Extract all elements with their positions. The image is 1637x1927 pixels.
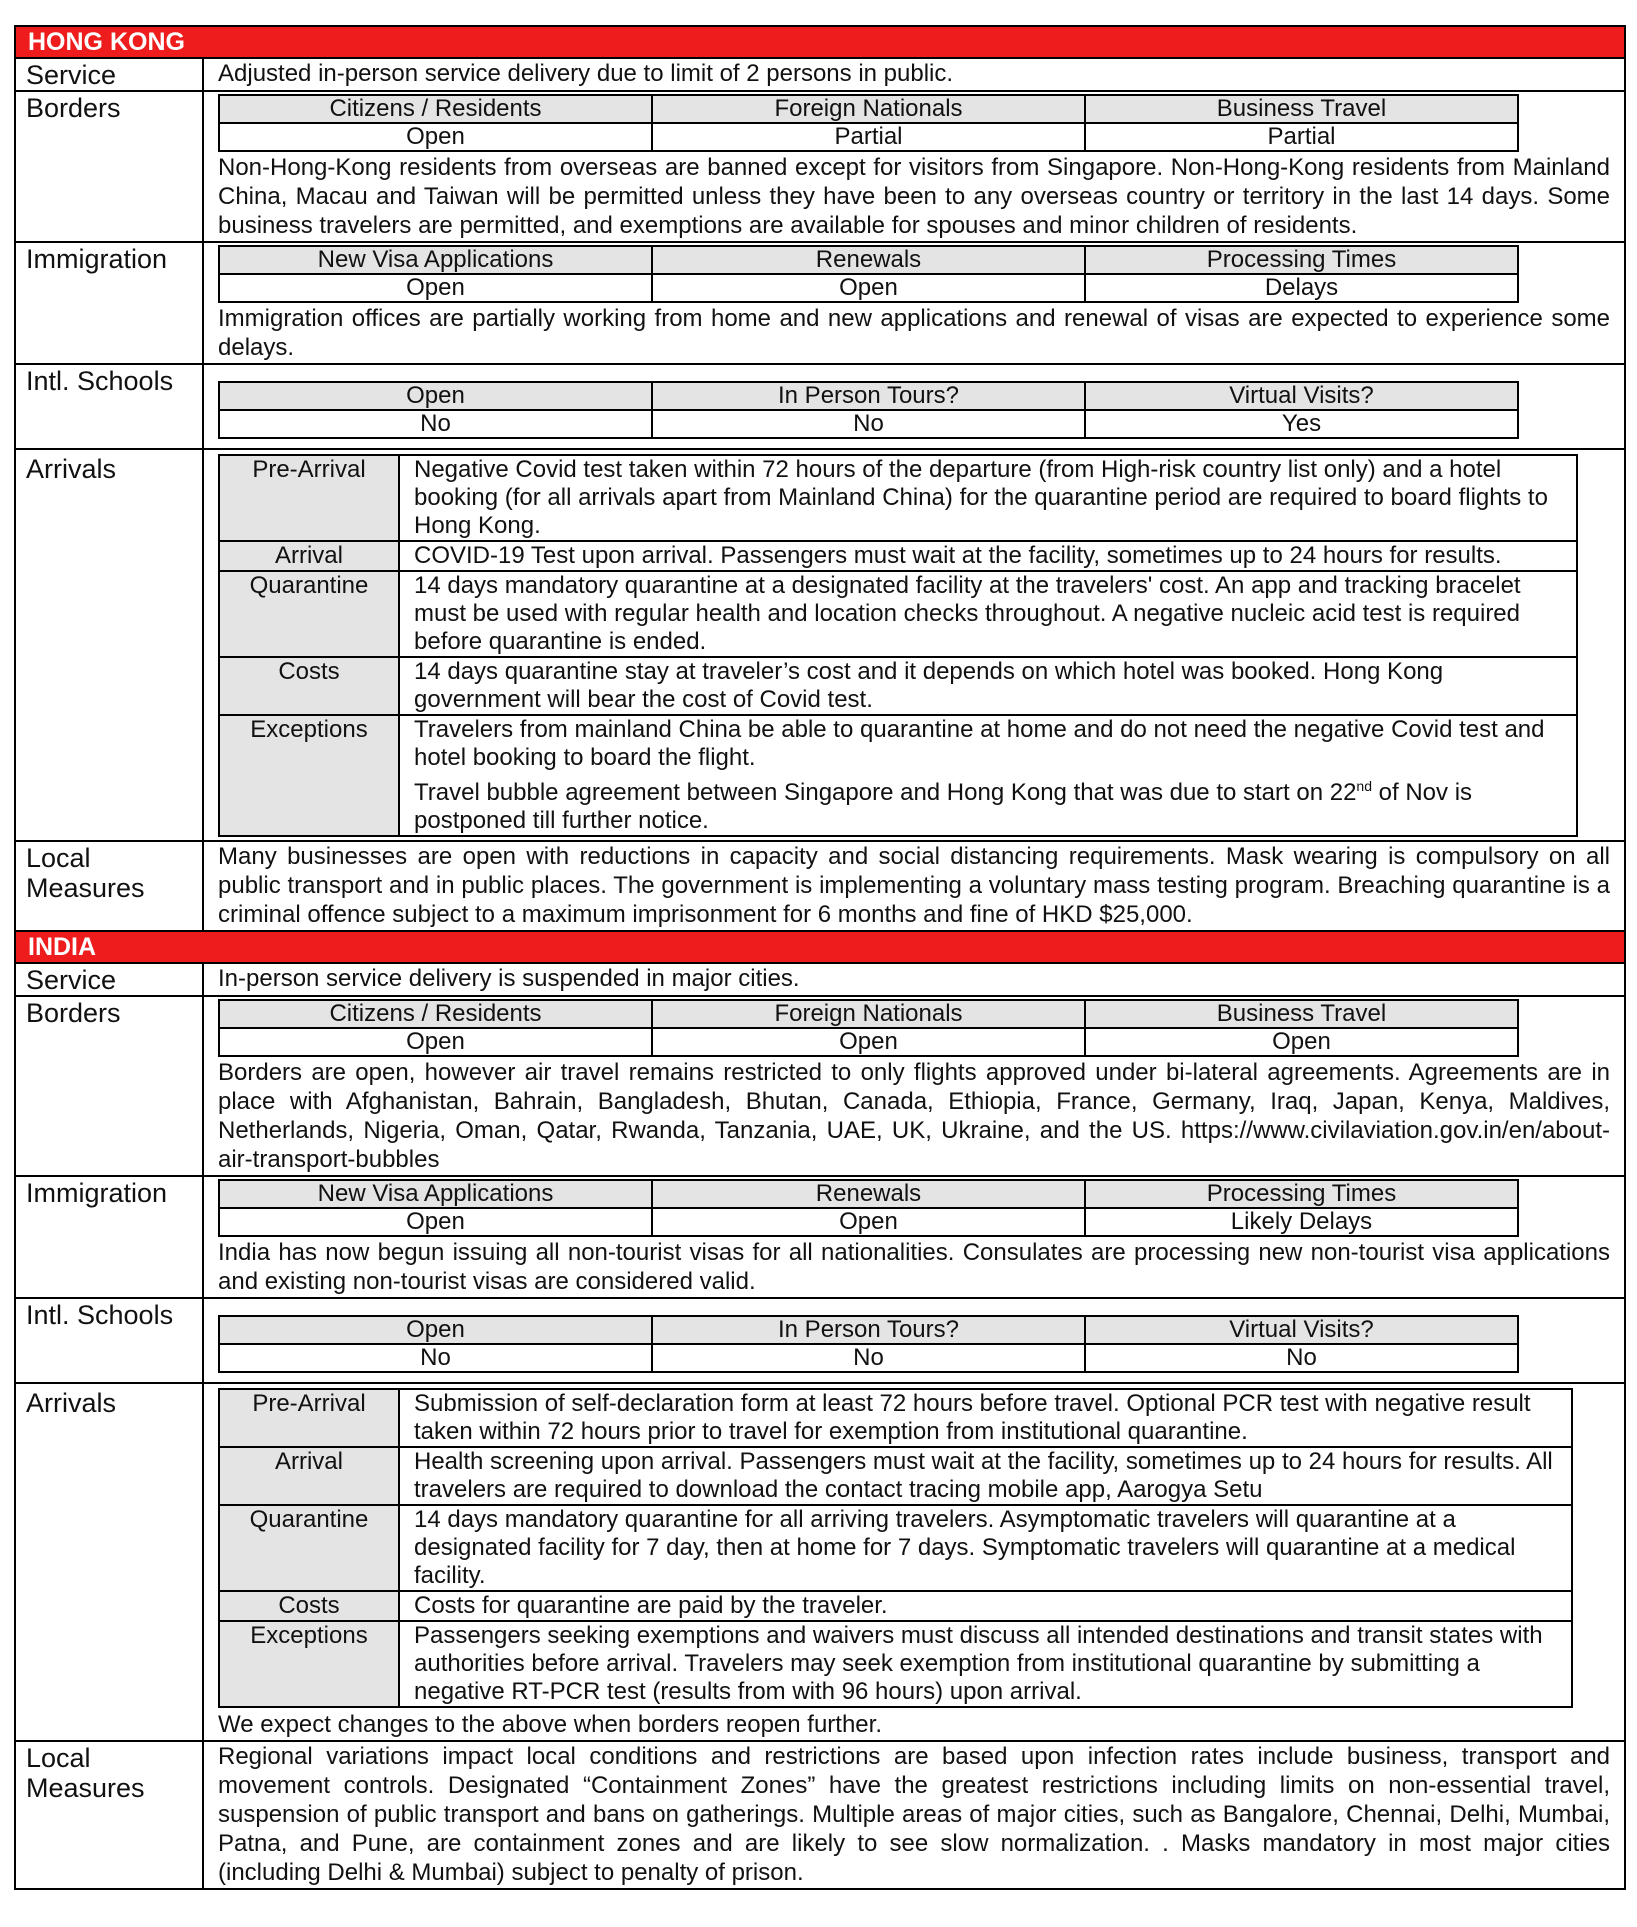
schools-row — [15, 1298, 1625, 1383]
status-header: Foreign Nationals — [652, 95, 1085, 123]
status-header: Processing Times — [1085, 1180, 1518, 1208]
arrivals-item-text: Passengers seeking exemptions and waivers must discuss all intended destinations and transit states with authorities before arrival. Travelers may seek exemption from institutional quarantine by submitting a negative RT-PCR test (results from with 96 hours) upon arrival. — [399, 1621, 1572, 1707]
status-header: Virtual Visits? — [1085, 1316, 1518, 1344]
row-label: Service — [15, 963, 203, 996]
status-value: Partial — [652, 123, 1085, 151]
section-title: INDIA — [15, 931, 1625, 963]
status-value: Likely Delays — [1085, 1208, 1518, 1236]
row-label: Immigration — [15, 1176, 203, 1298]
schools-status-table — [218, 1315, 1519, 1373]
borders-status-table — [218, 94, 1519, 152]
status-value: Open — [219, 1028, 652, 1056]
country-status-page — [14, 25, 1624, 1890]
status-value: No — [219, 410, 652, 438]
ordinal-suffix: nd — [1356, 778, 1372, 794]
arrivals-item-label: Arrival — [219, 541, 399, 571]
arrivals-row — [15, 449, 1625, 841]
status-header: Business Travel — [1085, 1000, 1518, 1028]
status-header: Business Travel — [1085, 95, 1518, 123]
row-label-line: Local — [26, 1743, 91, 1773]
arrivals-item — [219, 455, 1577, 541]
arrivals-item-text: Negative Covid test taken within 72 hours of the departure (from High-risk country list only) and a hotel booking (for all arrivals apart from Mainland China) for the quarantine period are required to board flights to Hong Kong. — [399, 455, 1577, 541]
borders-row — [15, 91, 1625, 242]
arrivals-item-label: Quarantine — [219, 1505, 399, 1591]
row-label: Service — [15, 58, 203, 91]
arrivals-item-text: Health screening upon arrival. Passengers must wait at the facility, sometimes up to 24 hours for results. All travelers are required to download the contact tracing mobile app, Aarogya Setu — [399, 1447, 1572, 1505]
travel-bubble-note — [414, 772, 1566, 835]
status-header: In Person Tours? — [652, 1316, 1085, 1344]
section-header-row — [15, 931, 1625, 963]
arrivals-item-label: Exceptions — [219, 1621, 399, 1707]
section-title: HONG KONG — [15, 26, 1625, 58]
arrivals-item — [219, 571, 1577, 657]
status-value: Open — [652, 1028, 1085, 1056]
borders-text: Non-Hong-Kong residents from overseas are banned except for visitors from Singapore. Non-Hong-Kong residents from Mainland China, Macau and Taiwan will be permitted unless they have been to any overseas country or territory in the last 14 days. Some business travelers are permitted, and exemptions are available for spouses and minor children of residents. — [218, 154, 1611, 239]
row-label-line: Measures — [26, 1773, 145, 1803]
status-header: Citizens / Residents — [219, 1000, 652, 1028]
status-value: Open — [652, 1208, 1085, 1236]
arrivals-item-label: Exceptions — [219, 715, 399, 836]
local-measures-text: Regional variations impact local conditions and restrictions are based upon infection rates include business, transport and movement controls. Designated “Containment Zones” have the greatest restrictions including limits on non-essential travel, suspension of public transport and bans on gatherings. Multiple areas of major cities, such as Bangalore, Chennai, Delhi, Mumbai, Patna, and Pune, are containment zones and are likely to see slow normalization. . Masks mandatory in most major cities (including Delhi & Mumbai) subject to penalty of prison. — [203, 1741, 1625, 1889]
status-header: In Person Tours? — [652, 382, 1085, 410]
status-value: No — [652, 410, 1085, 438]
status-value: No — [652, 1344, 1085, 1372]
row-label: Borders — [15, 996, 203, 1176]
arrivals-item-text: 14 days mandatory quarantine for all arriving travelers. Asymptomatic travelers will quarantine at a designated facility for 7 day, then at home for 7 days. Symptomatic travelers will quarantine at a medical facility. — [399, 1505, 1572, 1591]
local-measures-text: Many businesses are open with reductions in capacity and social distancing requirements. Mask wearing is compulsory on all public transport and in public places. The government is implementing a voluntary mass testing program. Breaching quarantine is a criminal offence subject to a maximum imprisonment for 6 months and fine of HKD $25,000. — [203, 841, 1625, 931]
status-header: Processing Times — [1085, 246, 1518, 274]
arrivals-item-label: Quarantine — [219, 571, 399, 657]
borders-row — [15, 996, 1625, 1176]
status-value: Open — [219, 123, 652, 151]
row-label: Borders — [15, 91, 203, 242]
travel-bubble-text-a: Travel bubble agreement between Singapore and Hong Kong that was due to start on 22 — [414, 779, 1357, 806]
row-label: Immigration — [15, 242, 203, 364]
arrivals-item-text: COVID-19 Test upon arrival. Passengers must wait at the facility, sometimes up to 24 hours for results. — [399, 541, 1577, 571]
arrivals-item-text: 14 days mandatory quarantine at a designated facility at the travelers' cost. An app and tracking bracelet must be used with regular health and location checks throughout. A negative nucleic acid test is required before quarantine is ended. — [399, 571, 1577, 657]
row-label: Intl. Schools — [15, 364, 203, 449]
status-value: Open — [219, 274, 652, 302]
local-measures-row — [15, 1741, 1625, 1889]
row-label — [15, 1741, 203, 1889]
arrivals-item — [219, 541, 1577, 571]
status-header: Renewals — [652, 1180, 1085, 1208]
status-header: Renewals — [652, 246, 1085, 274]
arrivals-item-text: Costs for quarantine are paid by the traveler. — [399, 1591, 1572, 1621]
status-value: Open — [652, 274, 1085, 302]
arrivals-item-text: Travelers from mainland China be able to quarantine at home and do not need the negative Covid test and hotel booking to board the flight. — [414, 716, 1545, 771]
service-row — [15, 963, 1625, 996]
arrivals-row — [15, 1383, 1625, 1741]
row-label: Intl. Schools — [15, 1298, 203, 1383]
section-header-row — [15, 26, 1625, 58]
arrivals-item-text: 14 days quarantine stay at traveler’s cost and it depends on which hotel was booked. Hong Kong government will bear the cost of Covid test. — [399, 657, 1577, 715]
borders-status-table — [218, 999, 1519, 1057]
arrivals-table — [218, 1388, 1573, 1708]
arrivals-item-label: Arrival — [219, 1447, 399, 1505]
status-value: Open — [1085, 1028, 1518, 1056]
immigration-row — [15, 1176, 1625, 1298]
status-header: New Visa Applications — [219, 1180, 652, 1208]
status-header: New Visa Applications — [219, 246, 652, 274]
status-header: Foreign Nationals — [652, 1000, 1085, 1028]
status-value: Yes — [1085, 410, 1518, 438]
arrivals-item-label: Costs — [219, 1591, 399, 1621]
service-text: Adjusted in-person service delivery due to limit of 2 persons in public. — [203, 58, 1625, 91]
status-header: Open — [219, 1316, 652, 1344]
arrivals-item-label: Costs — [219, 657, 399, 715]
immigration-text: India has now begun issuing all non-tourist visas for all nationalities. Consulates are processing new non-tourist visa applications and existing non-tourist visas are considered valid. — [218, 1239, 1611, 1295]
arrivals-item — [219, 715, 1577, 836]
arrivals-item — [219, 1389, 1572, 1447]
arrivals-table — [218, 454, 1578, 837]
row-label: Arrivals — [15, 449, 203, 841]
arrivals-item-text: Submission of self-declaration form at least 72 hours before travel. Optional PCR test with negative result taken within 72 hours prior to travel for exemption from institutional quarantine. — [399, 1389, 1572, 1447]
row-label-line: Measures — [26, 873, 145, 903]
row-label-line: Local — [26, 843, 91, 873]
travel-bubble-text-b: of Nov is postponed till further notice. — [414, 779, 1473, 834]
schools-row — [15, 364, 1625, 449]
arrivals-item — [219, 1447, 1572, 1505]
status-value: Partial — [1085, 123, 1518, 151]
immigration-row — [15, 242, 1625, 364]
arrivals-item-label: Pre-Arrival — [219, 455, 399, 541]
arrivals-item-label: Pre-Arrival — [219, 1389, 399, 1447]
service-row — [15, 58, 1625, 91]
immigration-status-table — [218, 245, 1519, 303]
arrivals-item — [219, 1591, 1572, 1621]
status-header: Virtual Visits? — [1085, 382, 1518, 410]
status-value: No — [219, 1344, 652, 1372]
status-value: Open — [219, 1208, 652, 1236]
status-value: No — [1085, 1344, 1518, 1372]
arrivals-item — [219, 1505, 1572, 1591]
status-value: Delays — [1085, 274, 1518, 302]
immigration-status-table — [218, 1179, 1519, 1237]
status-header: Open — [219, 382, 652, 410]
arrivals-item — [219, 657, 1577, 715]
country-status-table — [14, 25, 1626, 1890]
status-header: Citizens / Residents — [219, 95, 652, 123]
arrivals-note: We expect changes to the above when borders reopen further. — [218, 1711, 882, 1738]
immigration-text: Immigration offices are partially working from home and new applications and renewal of visas are expected to experience some delays. — [218, 305, 1611, 361]
arrivals-item — [219, 1621, 1572, 1707]
borders-text: Borders are open, however air travel remains restricted to only flights approved under bi-lateral agreements. Agreements are in place with Afghanistan, Bahrain, Bangladesh, Bhutan, Canada, Ethiopia, France, Germany, Iraq, Japan, Kenya, Maldives, Netherlands, Nigeria, Oman, Qatar, Rwanda, Tanzania, UAE, UK, Ukraine, and the US. https://www.civilaviation.gov.in/en/about-air-transport-bubbles — [218, 1059, 1611, 1173]
local-measures-row — [15, 841, 1625, 931]
schools-status-table — [218, 381, 1519, 439]
service-text: In-person service delivery is suspended in major cities. — [203, 963, 1625, 996]
row-label — [15, 841, 203, 931]
row-label: Arrivals — [15, 1383, 203, 1741]
